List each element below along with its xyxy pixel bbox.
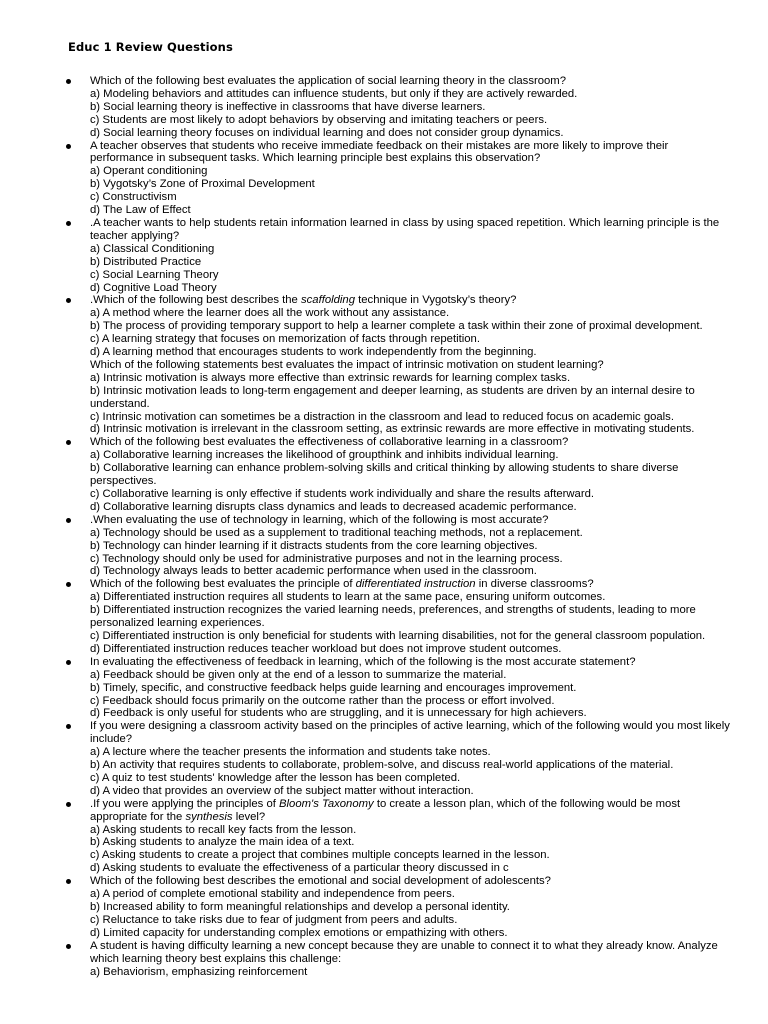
- question-item: [90, 75, 730, 140]
- answer-option: a) A lecture where the teacher presents the information and students take notes.: [90, 746, 491, 759]
- bullet-icon: [66, 221, 71, 226]
- bullet-icon: [66, 879, 71, 884]
- question-stem: [90, 940, 730, 966]
- question-stem: [90, 514, 730, 527]
- answer-option: d) Collaborative learning disrupts class dynamics and leads to decreased academic performance.: [90, 500, 577, 513]
- question-item: [90, 940, 730, 979]
- emphasized-term: Bloom's Taxonomy: [279, 797, 374, 810]
- question-text: .A teacher wants to help students retain information learned in class by using spaced repetition. Which learning principle is the teacher applying?: [90, 216, 720, 242]
- answer-option: a) Classical Conditioning: [90, 242, 215, 255]
- question-item: [90, 720, 730, 797]
- answer-option: a) Behaviorism, emphasizing reinforcement: [90, 965, 308, 978]
- answer-option: b) Intrinsic motivation leads to long-term engagement and deeper learning, as students are driven by an internal desire to understand.: [90, 384, 695, 410]
- question-item: [90, 436, 730, 513]
- question-text: Which of the following best describes the emotional and social development of adolescents?: [90, 875, 551, 888]
- question-text: Which of the following best evaluates the principle of: [90, 578, 356, 591]
- bullet-icon: [66, 944, 71, 949]
- answer-option: b) Differentiated instruction recognizes the varied learning needs, preferences, and strengths of students, leading to more personalized learning experiences.: [90, 604, 696, 630]
- bullet-icon: [66, 518, 71, 523]
- answer-option: c) Intrinsic motivation can sometimes be a distraction in the classroom and lead to reduced focus on academic goals.: [90, 410, 674, 423]
- question-stem: [90, 798, 730, 824]
- question-stem: [90, 436, 730, 449]
- emphasized-term: differentiated instruction: [355, 578, 476, 591]
- answer-option: b) The process of providing temporary support to help a learner complete a task within their zone of proximal development.: [90, 320, 703, 333]
- question-stem: [90, 75, 730, 88]
- question-text: technique in Vygotsky’s theory?: [355, 294, 517, 307]
- answer-option: b) Distributed Practice: [90, 255, 202, 268]
- bullet-icon: [66, 144, 71, 149]
- question-text: Which of the following best evaluates the effectiveness of collaborative learning in a classroom?: [90, 436, 569, 449]
- question-item: [90, 140, 730, 217]
- question-stem: [90, 217, 730, 243]
- answer-option: d) Asking students to evaluate the effectiveness of a particular theory discussed in c: [90, 862, 509, 875]
- question-text: Which of the following best evaluates the application of social learning theory in the classroom?: [90, 75, 566, 87]
- question-stem: [90, 359, 730, 372]
- answer-option: a) Modeling behaviors and attitudes can influence students, but only if they are actively rewarded.: [90, 87, 578, 100]
- answer-option: b) Asking students to analyze the main idea of a text.: [90, 836, 355, 849]
- question-text: .Which of the following best describes the: [90, 294, 301, 307]
- answer-option: a) A method where the learner does all the work without any assistance.: [90, 307, 450, 320]
- question-text: to create a lesson plan, which of the following would be most appropriate for the: [90, 797, 681, 823]
- emphasized-term: scaffolding: [300, 294, 355, 307]
- question-stem: [90, 140, 730, 166]
- question-item: [90, 359, 730, 436]
- document-title: Educ 1 Review Questions: [68, 40, 233, 54]
- answer-option: c) Asking students to create a project that combines multiple concepts learned in the lesson.: [90, 849, 550, 862]
- answer-option: a) Asking students to recall key facts from the lesson.: [90, 823, 357, 836]
- answer-option: a) Feedback should be given only at the end of a lesson to summarize the material.: [90, 668, 507, 681]
- answer-option: c) Social Learning Theory: [90, 268, 219, 281]
- question-item: [90, 578, 730, 655]
- answer-option: c) Students are most likely to adopt behaviors by observing and imitating teachers or peers.: [90, 113, 548, 126]
- answer-option: b) Vygotsky’s Zone of Proximal Development: [90, 178, 315, 191]
- question-stem: [90, 294, 730, 307]
- answer-option: b) Timely, specific, and constructive feedback helps guide learning and encourages improvement.: [90, 681, 577, 694]
- bullet-icon: [66, 298, 71, 303]
- question-text: If you were designing a classroom activity based on the principles of active learning, which of the following would you most likely include?: [90, 720, 730, 746]
- answer-option: d) A video that provides an overview of the subject matter without interaction.: [90, 784, 474, 797]
- answer-option: b) Technology can hinder learning if it distracts students from the core learning objectives.: [90, 539, 538, 552]
- emphasized-term: synthesis: [185, 810, 233, 823]
- answer-option: d) Limited capacity for understanding complex emotions or empathizing with others.: [90, 926, 508, 939]
- question-text: level?: [232, 810, 266, 823]
- question-text: Which of the following statements best evaluates the impact of intrinsic motivation on student learning?: [90, 358, 604, 371]
- question-text: .If you were applying the principles of: [90, 797, 280, 810]
- answer-option: d) Technology always leads to better academic performance when used in the classroom.: [90, 565, 537, 578]
- answer-option: d) The Law of Effect: [90, 204, 191, 217]
- bullet-icon: [66, 582, 71, 587]
- answer-option: d) Feedback is only useful for students who are struggling, and it is unnecessary for high achievers.: [90, 707, 587, 720]
- answer-option: a) Operant conditioning: [90, 165, 208, 178]
- answer-option: c) Feedback should focus primarily on the outcome rather than the process or effort involved.: [90, 694, 555, 707]
- bullet-icon: [66, 802, 71, 807]
- answer-option: a) Differentiated instruction requires all students to learn at the same pace, ensuring uniform outcomes.: [90, 591, 606, 604]
- bullet-icon: [66, 724, 71, 729]
- question-text: A student is having difficulty learning a new concept because they are unable to connect it to what they already know. Analyze which learning theory best explains this challenge:: [90, 939, 718, 965]
- question-item: [90, 294, 730, 359]
- question-stem: [90, 875, 730, 888]
- question-list: [90, 75, 730, 978]
- question-text: in diverse classrooms?: [475, 578, 594, 591]
- question-stem: [90, 656, 730, 669]
- answer-option: d) Cognitive Load Theory: [90, 281, 217, 294]
- answer-option: a) A period of complete emotional stability and independence from peers.: [90, 888, 455, 901]
- question-item: [90, 798, 730, 875]
- question-item: [90, 875, 730, 940]
- answer-option: d) Social learning theory focuses on individual learning and does not consider group dynamics.: [90, 126, 564, 139]
- answer-option: c) A learning strategy that focuses on memorization of facts through repetition.: [90, 333, 480, 346]
- question-text: .When evaluating the use of technology in learning, which of the following is most accurate?: [90, 513, 549, 526]
- answer-option: c) Constructivism: [90, 191, 177, 204]
- bullet-icon: [66, 660, 71, 665]
- answer-option: c) Differentiated instruction is only beneficial for students with learning disabilities, not for the general classroom population.: [90, 629, 706, 642]
- answer-option: c) Technology should only be used for administrative purposes and not in the learning process.: [90, 552, 563, 565]
- answer-option: a) Collaborative learning increases the likelihood of groupthink and inhibits individual learning.: [90, 449, 559, 462]
- question-text: In evaluating the effectiveness of feedback in learning, which of the following is the most accurate statement?: [90, 655, 636, 668]
- answer-option: c) Reluctance to take risks due to fear of judgment from peers and adults.: [90, 913, 458, 926]
- answer-option: c) A quiz to test students' knowledge after the lesson has been completed.: [90, 771, 461, 784]
- bullet-icon: [66, 440, 71, 445]
- answer-option: a) Intrinsic motivation is always more effective than extrinsic rewards for learning complex tasks.: [90, 371, 571, 384]
- answer-option: b) An activity that requires students to collaborate, problem-solve, and discuss real-world applications of the material.: [90, 759, 674, 772]
- answer-option: b) Collaborative learning can enhance problem-solving skills and critical thinking by allowing students to share diverse perspectives.: [90, 462, 679, 488]
- question-stem: [90, 578, 730, 591]
- question-item: [90, 656, 730, 721]
- answer-option: d) A learning method that encourages students to work independently from the beginning.: [90, 346, 537, 359]
- answer-option: d) Differentiated instruction reduces teacher workload but does not improve student outcomes.: [90, 642, 562, 655]
- answer-option: b) Increased ability to form meaningful relationships and develop a personal identity.: [90, 901, 510, 913]
- bullet-icon: [66, 79, 71, 84]
- answer-option: c) Collaborative learning is only effective if students work individually and share the results afterward.: [90, 488, 595, 500]
- question-item: [90, 514, 730, 579]
- question-text: A teacher observes that students who receive immediate feedback on their mistakes are more likely to improve their performance in subsequent tasks. Which learning principle best explains this observation?: [90, 139, 669, 165]
- answer-option: b) Social learning theory is ineffective in classrooms that have diverse learners.: [90, 100, 486, 113]
- question-stem: [90, 720, 730, 746]
- question-item: [90, 217, 730, 294]
- answer-option: d) Intrinsic motivation is irrelevant in the classroom setting, as extrinsic rewards are more effective in motivating students.: [90, 423, 695, 436]
- answer-option: a) Technology should be used as a supplement to traditional teaching methods, not a replacement.: [90, 526, 583, 539]
